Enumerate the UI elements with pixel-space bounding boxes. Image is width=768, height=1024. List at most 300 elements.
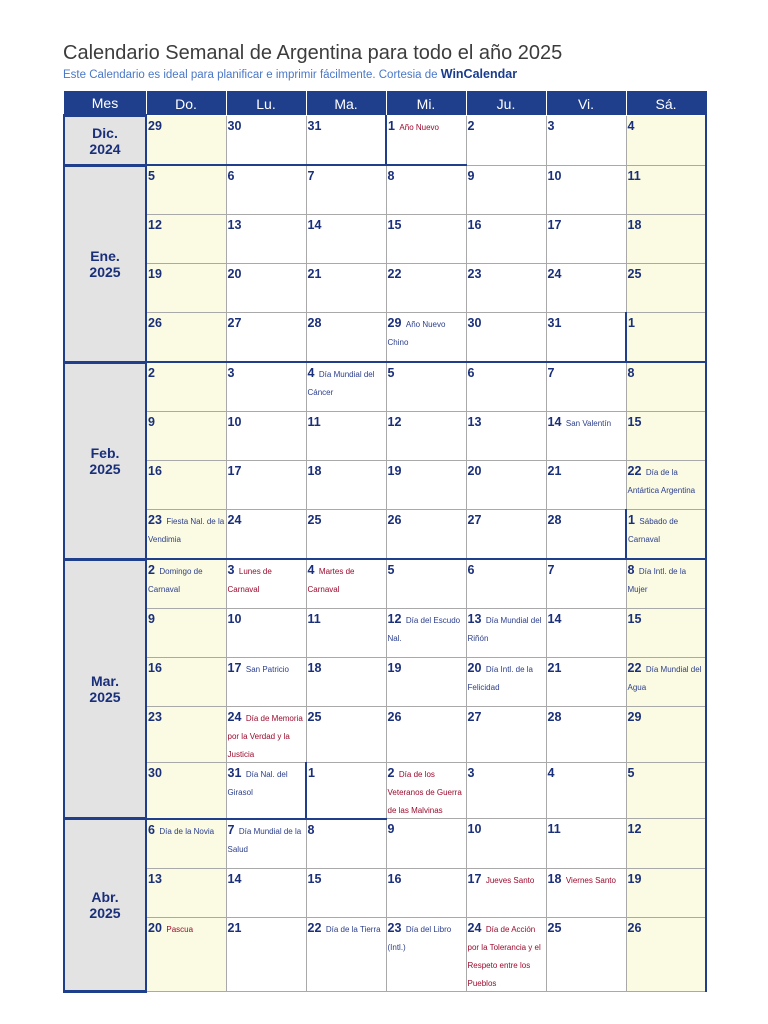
day-number: 12 [387,415,402,429]
day-number: 28 [307,316,322,330]
month-label [64,165,146,362]
day-cell[interactable] [626,707,706,763]
week-row [64,658,706,707]
day-cell[interactable] [146,412,226,461]
day-number: 19 [148,267,162,281]
page-subtitle [63,67,517,81]
day-number: 14 [547,612,562,626]
day-cell[interactable] [226,461,306,510]
day-number: 16 [148,661,162,675]
event-label: Día Mundial del Riñón [467,616,542,643]
day-cell[interactable] [466,165,546,215]
day-cell[interactable] [386,819,466,869]
day-number: 13 [227,218,242,232]
day-number: 11 [627,168,641,183]
day-cell[interactable] [146,461,226,510]
day-cell[interactable] [626,559,706,609]
day-cell[interactable] [466,609,546,658]
day-number: 29 [627,710,642,724]
day-cell[interactable] [466,215,546,264]
day-cell[interactable] [146,707,226,763]
event-label: San Patricio [245,665,289,674]
day-cell[interactable] [306,412,386,461]
column-header-day: Lu. [226,92,306,116]
day-number: 30 [148,766,162,780]
week-row [64,215,706,264]
week-row [64,917,706,991]
day-cell[interactable] [146,763,226,819]
month-label [64,116,146,166]
day-cell[interactable] [466,658,546,707]
day-number: 10 [547,168,562,183]
day-number: 7 [307,169,315,183]
day-cell[interactable] [546,868,626,917]
day-cell[interactable] [386,412,466,461]
day-cell[interactable] [466,763,546,819]
day-cell[interactable] [306,461,386,510]
day-cell[interactable] [306,559,386,609]
day-cell[interactable] [306,510,386,560]
day-number: 28 [547,710,562,724]
day-cell[interactable] [226,917,306,991]
day-number: 7 [227,822,235,837]
day-number: 10 [467,822,482,836]
day-number: 28 [547,513,562,527]
day-number: 22 [307,920,322,935]
day-cell[interactable] [626,917,706,991]
holiday-label: Jueves Santo [485,875,535,885]
day-cell[interactable] [546,165,626,215]
day-cell[interactable] [226,510,306,560]
day-number: 7 [547,366,555,380]
event-label: Día Mundial de la Salud [227,826,302,854]
day-cell[interactable] [386,658,466,707]
month-year: 2025 [89,905,121,922]
event-label: Día Mundial del Agua [627,665,702,692]
day-number: 3 [467,766,475,780]
day-cell[interactable] [466,510,546,560]
event-label: Día de la Tierra [325,924,381,934]
day-number: 25 [307,710,322,724]
day-number: 11 [547,822,561,836]
day-number: 15 [387,218,402,232]
day-number: 4 [307,563,315,577]
month-label [64,819,146,992]
day-cell[interactable] [306,609,386,658]
day-cell[interactable] [146,917,226,991]
day-number: 22 [387,267,402,281]
day-cell[interactable] [146,868,226,917]
day-cell[interactable] [146,362,226,412]
day-cell[interactable] [146,658,226,707]
day-number: 11 [307,612,321,626]
day-cell[interactable] [146,165,226,215]
week-row [64,412,706,461]
day-cell[interactable] [546,461,626,510]
day-number: 20 [227,267,242,281]
day-cell[interactable] [306,819,386,869]
day-cell[interactable] [386,868,466,917]
month-label [64,559,146,819]
day-cell[interactable] [626,510,706,560]
subtitle-text: Este Calendario es ideal para planificar e imprimir fácilmente. Cortesia de [63,69,441,81]
day-number: 14 [307,218,322,232]
day-cell[interactable] [546,559,626,609]
page-title: Calendario Semanal de Argentina para todo el año 2025 [63,42,563,64]
day-number: 4 [627,119,635,133]
day-number: 24 [467,920,482,935]
day-cell[interactable] [226,609,306,658]
day-number: 23 [467,267,482,281]
day-number: 2 [148,563,155,577]
month-name: Abr. [91,889,119,906]
month-year: 2025 [89,264,121,280]
day-cell[interactable] [626,868,706,917]
day-cell[interactable] [386,116,466,166]
day-cell[interactable] [146,264,226,313]
day-cell[interactable] [626,658,706,707]
day-cell[interactable] [386,510,466,560]
column-header-day: Do. [146,92,226,116]
day-cell[interactable] [386,264,466,313]
day-cell[interactable] [306,917,386,991]
day-number: 19 [387,661,402,675]
day-cell[interactable] [386,763,466,819]
day-number: 7 [547,563,555,577]
day-number: 31 [227,766,242,780]
day-number: 25 [307,513,322,527]
day-cell[interactable] [626,116,706,166]
day-number: 19 [627,871,642,886]
day-number: 24 [547,267,562,281]
day-cell[interactable] [226,215,306,264]
day-cell[interactable] [146,313,226,363]
day-cell[interactable] [466,313,546,363]
day-number: 1 [308,766,315,780]
week-row [64,707,706,763]
day-cell[interactable] [386,215,466,264]
day-number: 18 [547,871,562,886]
day-cell[interactable] [386,609,466,658]
day-cell[interactable] [466,819,546,869]
month-label [64,362,146,559]
day-cell[interactable] [546,819,626,869]
week-row [64,461,706,510]
day-number: 11 [307,415,321,429]
day-cell[interactable] [626,609,706,658]
day-cell[interactable] [546,362,626,412]
day-cell[interactable] [386,559,466,609]
day-cell[interactable] [466,461,546,510]
day-number: 1 [628,513,635,527]
holiday-label: Día de Memoria por la Verdad y la Justicia [227,714,303,759]
day-number: 18 [627,218,642,232]
day-number: 16 [387,871,402,886]
day-number: 8 [387,169,395,183]
event-label: Día del Escudo Nal. [387,616,461,643]
day-cell[interactable] [146,559,226,609]
day-cell[interactable] [466,412,546,461]
day-number: 13 [467,415,482,429]
day-cell[interactable] [626,461,706,510]
column-header-day: Mi. [386,92,466,116]
day-number: 27 [227,316,242,330]
day-cell[interactable] [306,116,386,166]
day-cell[interactable] [546,707,626,763]
calendar-body [64,116,706,992]
column-header-day: Vi. [546,92,626,116]
day-cell[interactable] [226,819,306,869]
day-number: 17 [227,464,242,478]
day-number: 14 [547,415,562,429]
day-number: 27 [467,513,482,527]
day-number: 23 [148,710,162,724]
day-number: 2 [387,766,395,780]
month-year: 2025 [89,689,121,706]
day-number: 30 [227,119,242,133]
week-row [64,763,706,819]
day-number: 30 [467,316,482,330]
day-cell[interactable] [386,165,466,215]
day-cell[interactable] [466,362,546,412]
week-row [64,819,706,869]
day-cell[interactable] [306,707,386,763]
day-number: 23 [148,513,162,527]
day-number: 24 [227,710,242,724]
holiday-label: Martes de Carnaval [307,567,355,594]
day-cell[interactable] [626,165,706,215]
month-year: 2025 [89,461,121,477]
day-cell[interactable] [546,763,626,819]
day-number: 17 [227,661,242,675]
day-cell[interactable] [226,412,306,461]
day-number: 26 [387,710,402,724]
day-cell[interactable] [306,868,386,917]
day-cell[interactable] [306,215,386,264]
day-number: 22 [627,661,642,675]
day-number: 5 [148,169,155,183]
day-cell[interactable] [146,609,226,658]
brand-link[interactable]: WinCalendar [440,67,518,81]
day-cell[interactable] [146,116,226,166]
column-header-day: Ju. [466,92,546,116]
week-row [64,362,706,412]
month-name: Dic. [92,124,118,141]
day-cell[interactable] [546,412,626,461]
day-cell[interactable] [466,868,546,917]
day-number: 21 [307,267,322,281]
holiday-label: Pascua [166,924,194,934]
day-cell[interactable] [546,215,626,264]
day-cell[interactable] [626,264,706,313]
day-number: 6 [467,563,475,577]
month-name: Ene. [90,248,120,264]
day-cell[interactable] [546,116,626,166]
day-number: 12 [387,612,402,626]
day-number: 31 [547,316,562,330]
day-number: 12 [627,822,642,836]
day-number: 16 [467,218,482,232]
day-number: 17 [547,218,562,232]
day-cell[interactable] [226,763,306,819]
day-number: 12 [148,218,162,232]
day-number: 8 [627,366,635,380]
day-number: 10 [227,415,242,429]
week-row [64,165,706,215]
day-number: 22 [627,464,642,478]
day-cell[interactable] [626,215,706,264]
day-cell[interactable] [226,868,306,917]
day-number: 15 [627,415,642,429]
day-cell[interactable] [146,819,226,869]
day-cell[interactable] [306,658,386,707]
day-number: 25 [547,920,562,935]
column-header-month: Mes [64,92,146,116]
day-cell[interactable] [546,313,626,363]
event-label: Día de la Antártica Argentina [627,468,696,495]
day-number: 26 [627,920,642,935]
day-cell[interactable] [626,362,706,412]
day-cell[interactable] [546,510,626,560]
day-number: 27 [467,710,482,724]
day-number: 25 [627,267,642,281]
day-number: 2 [148,366,155,380]
day-number: 19 [387,464,402,478]
day-number: 23 [387,920,402,935]
day-cell[interactable] [306,313,386,363]
holiday-label: Año Nuevo [399,123,439,132]
day-cell[interactable] [386,707,466,763]
day-cell[interactable] [226,658,306,707]
day-number: 9 [467,168,475,183]
day-cell[interactable] [226,707,306,763]
column-header-day: Ma. [306,92,386,116]
day-number: 31 [307,119,322,133]
day-number: 21 [547,464,562,478]
day-cell[interactable] [546,609,626,658]
day-number: 21 [547,661,562,675]
day-cell[interactable] [626,412,706,461]
event-label: Día del Libro (Intl.) [387,924,452,952]
day-number: 5 [387,563,395,577]
day-cell[interactable] [226,116,306,166]
holiday-label: Viernes Santo [565,875,616,885]
event-label: Día Intl. de la Felicidad [467,665,533,692]
holiday-label: Día de los Veteranos de Guerra de las Malvinas [387,770,462,815]
week-row [64,313,706,363]
day-cell[interactable] [306,165,386,215]
day-number: 18 [307,661,322,675]
day-number: 17 [467,871,482,886]
day-number: 20 [467,661,482,675]
day-cell[interactable] [386,313,466,363]
day-cell[interactable] [306,264,386,313]
day-number: 3 [227,563,235,577]
week-row [64,559,706,609]
day-number: 29 [148,119,162,133]
day-cell[interactable] [546,917,626,991]
header-row [64,92,706,116]
day-cell[interactable] [386,461,466,510]
day-cell[interactable] [546,658,626,707]
week-row [64,510,706,560]
day-cell[interactable] [226,362,306,412]
day-number: 8 [307,822,315,837]
week-row [64,609,706,658]
event-label: Domingo de Carnaval [148,567,203,594]
day-cell[interactable] [626,313,706,363]
day-number: 20 [148,920,162,935]
month-name: Mar. [90,673,119,690]
day-number: 26 [387,513,402,527]
day-cell[interactable] [226,165,306,215]
month-name: Feb. [90,445,120,461]
day-cell[interactable] [226,559,306,609]
day-number: 9 [148,415,155,429]
day-number: 10 [227,612,242,626]
day-cell[interactable] [466,559,546,609]
day-number: 26 [148,316,162,330]
day-cell[interactable] [466,917,546,991]
day-number: 18 [307,464,322,478]
day-cell[interactable] [466,116,546,166]
day-number: 8 [627,563,635,577]
day-cell[interactable] [386,362,466,412]
day-cell[interactable] [466,264,546,313]
holiday-label: Lunes de Carnaval [227,567,272,594]
day-number: 1 [388,119,395,133]
day-cell[interactable] [146,510,226,560]
day-number: 6 [148,822,155,837]
day-number: 3 [547,119,555,133]
event-label: Día Intl. de la Mujer [627,567,687,594]
day-number: 16 [148,464,162,478]
event-label: Día Nal. del Girasol [227,770,288,797]
month-year: 2024 [89,140,121,157]
day-cell[interactable] [306,362,386,412]
day-number: 9 [387,822,395,836]
day-number: 6 [467,366,475,380]
event-label: Año Nuevo Chino [387,320,446,347]
day-cell[interactable] [306,763,386,819]
day-cell[interactable] [226,313,306,363]
event-label: Día Mundial del Cáncer [307,370,375,397]
day-number: 2 [467,119,475,133]
day-number: 13 [148,871,162,886]
day-cell[interactable] [466,707,546,763]
week-row [64,116,706,166]
day-number: 24 [227,513,242,527]
day-number: 13 [467,612,482,626]
day-number: 9 [148,612,155,626]
event-label: San Valentín [565,419,612,428]
day-number: 5 [387,366,395,380]
day-number: 3 [227,366,235,380]
day-cell[interactable] [546,264,626,313]
day-number: 4 [547,766,555,780]
event-label: Fiesta Nal. de la Vendimia [148,517,225,544]
column-header-day: Sá. [626,92,706,116]
day-cell[interactable] [146,215,226,264]
day-cell[interactable] [386,917,466,991]
event-label: Día de la Novia [159,826,215,836]
day-cell[interactable] [626,819,706,869]
day-number: 15 [627,612,642,626]
day-cell[interactable] [626,763,706,819]
day-cell[interactable] [226,264,306,313]
weekly-calendar-table [63,91,707,993]
day-number: 5 [627,766,635,780]
